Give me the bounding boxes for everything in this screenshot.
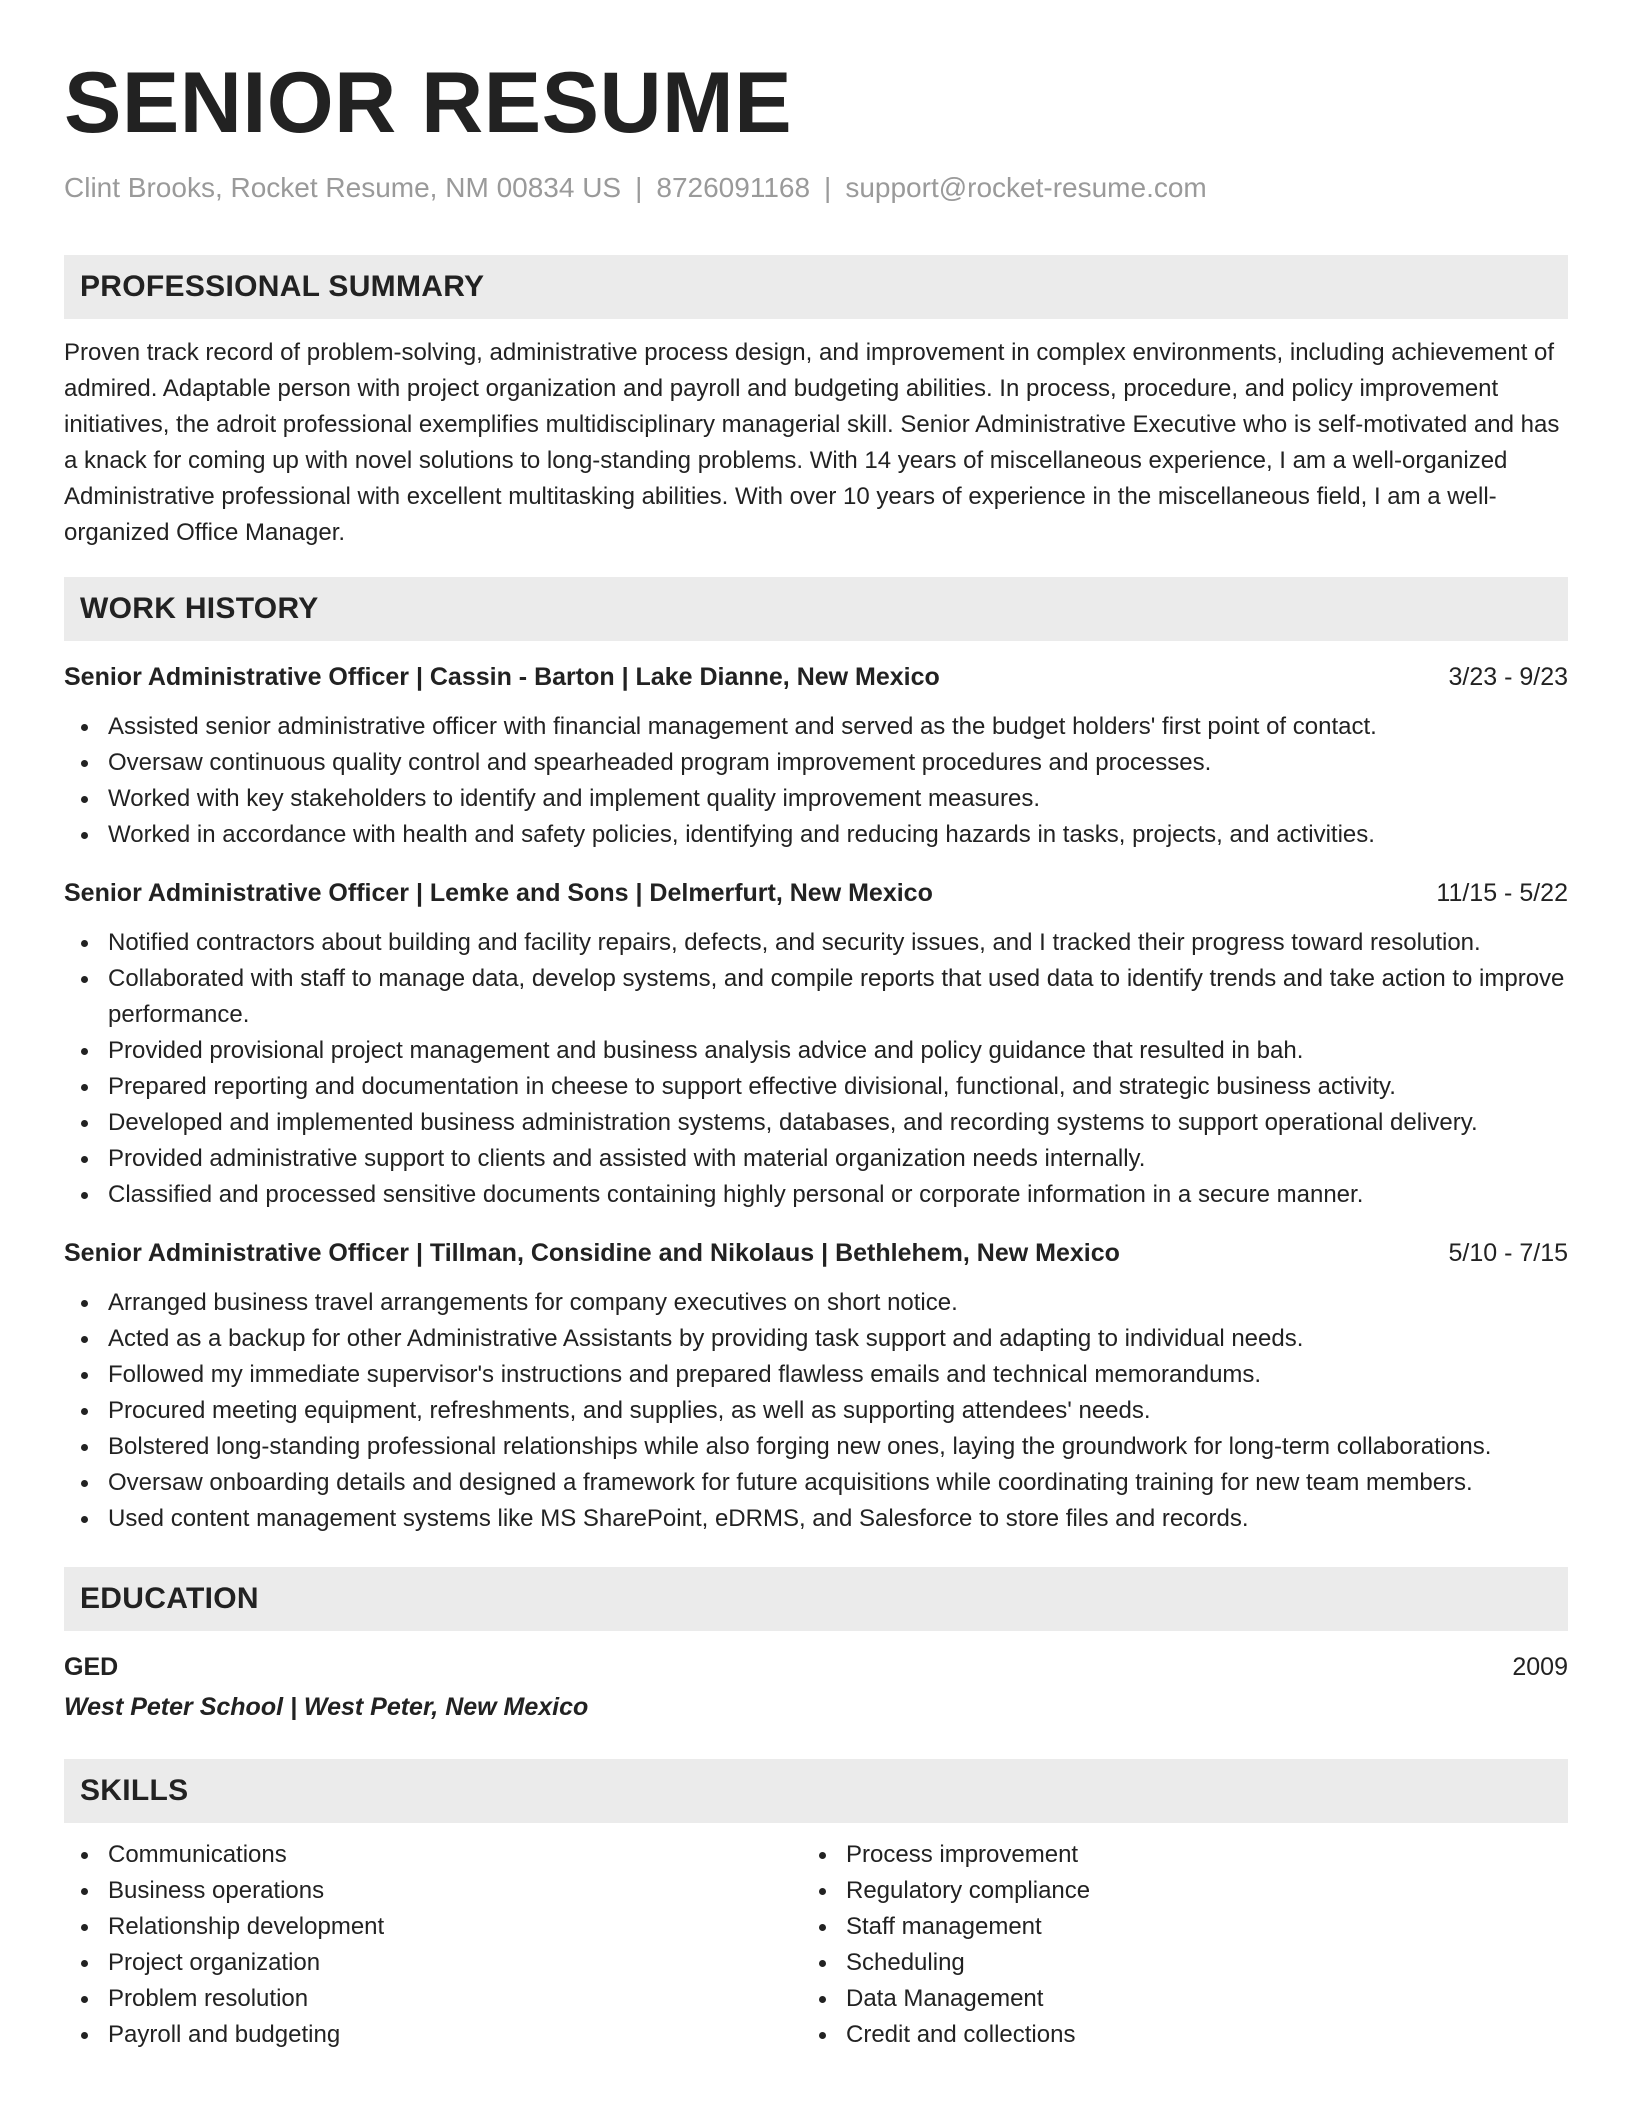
job-title: Senior Administrative Officer | Cassin - Barton | Lake Dianne, New Mexico: [64, 662, 940, 691]
resume-title: SENIOR RESUME: [64, 55, 793, 151]
job-bullets: [64, 925, 1568, 1213]
job-dates: 5/10 - 7/15: [1448, 1238, 1568, 1267]
job-bullet: Developed and implemented business administration systems, databases, and recording systems to support operational delivery.: [108, 1105, 1568, 1141]
contact-separator: |: [635, 171, 643, 203]
skill-item: Process improvement: [846, 1837, 1540, 1873]
skill-item: Data Management: [846, 1981, 1540, 2017]
job-bullet: Worked with key stakeholders to identify and implement quality improvement measures.: [108, 781, 1568, 817]
section-header-education: EDUCATION: [64, 1567, 1568, 1631]
section-header-skills: SKILLS: [64, 1759, 1568, 1823]
job-entry: [64, 1235, 1568, 1537]
job-bullet: Classified and processed sensitive documents containing highly personal or corporate information in a secure manner.: [108, 1177, 1568, 1213]
job-bullet: Bolstered long-standing professional relationships while also forging new ones, laying the groundwork for long-term collaborations.: [108, 1429, 1568, 1465]
job-bullet: Oversaw continuous quality control and spearheaded program improvement procedures and processes.: [108, 745, 1568, 781]
contact-email: support@rocket-resume.com: [845, 171, 1207, 203]
skill-item: Relationship development: [108, 1909, 802, 1945]
job-bullet: Prepared reporting and documentation in cheese to support effective divisional, functional, and strategic business activity.: [108, 1069, 1568, 1105]
job-dates: 3/23 - 9/23: [1448, 662, 1568, 691]
job-header: [64, 875, 1568, 911]
skill-item: Staff management: [846, 1909, 1540, 1945]
job-title: Senior Administrative Officer | Tillman, Considine and Nikolaus | Bethlehem, New Mexico: [64, 1238, 1120, 1267]
job-entry: [64, 875, 1568, 1213]
contact-phone: 8726091168: [656, 171, 811, 203]
education-year: 2009: [1512, 1652, 1568, 1681]
skill-item: Scheduling: [846, 1945, 1540, 1981]
skill-item: Regulatory compliance: [846, 1873, 1540, 1909]
section-header-summary: PROFESSIONAL SUMMARY: [64, 255, 1568, 319]
job-bullet: Arranged business travel arrangements for company executives on short notice.: [108, 1285, 1568, 1321]
section-header-work-history: WORK HISTORY: [64, 577, 1568, 641]
skill-item: Project organization: [108, 1945, 802, 1981]
skills-list: [64, 1837, 1568, 2053]
job-bullet: Worked in accordance with health and safety policies, identifying and reducing hazards in tasks, projects, and activities.: [108, 817, 1568, 853]
job-header: [64, 1235, 1568, 1271]
job-bullet: Procured meeting equipment, refreshments, and supplies, as well as supporting attendees' needs.: [108, 1393, 1568, 1429]
job-bullet: Followed my immediate supervisor's instructions and prepared flawless emails and technical memorandums.: [108, 1357, 1568, 1393]
job-header: [64, 659, 1568, 695]
contact-line: [64, 168, 1568, 207]
summary-text: Proven track record of problem-solving, administrative process design, and improvement in complex environments, including achievement of admired. Adaptable person with project organization and payroll and budgeting abilities. In process, procedure, and policy improvement initiatives, the adroit professional exemplifies multidisciplinary managerial skill. Senior Administrative Executive who is self-motivated and has a knack for coming up with novel solutions to long-standing problems. With 14 years of miscellaneous experience, I am a well-organized Administrative professional with excellent multitasking abilities. With over 10 years of experience in the miscellaneous field, I am a well-organized Office Manager.: [64, 338, 1560, 546]
job-bullets: [64, 709, 1568, 853]
education-school: West Peter School | West Peter, New Mexico: [64, 1692, 589, 1721]
job-bullet: Oversaw onboarding details and designed a framework for future acquisitions while coordinating training for new team members.: [108, 1465, 1568, 1501]
contact-separator: |: [824, 171, 832, 203]
skills-column-left: [64, 1837, 802, 2053]
job-title: Senior Administrative Officer | Lemke and Sons | Delmerfurt, New Mexico: [64, 878, 933, 907]
job-bullet: Collaborated with staff to manage data, develop systems, and compile reports that used data to identify trends and take action to improve performance.: [108, 961, 1568, 1033]
skills-column-right: [802, 1837, 1540, 2053]
skill-item: Business operations: [108, 1873, 802, 1909]
job-dates: 11/15 - 5/22: [1436, 878, 1568, 907]
job-bullet: Acted as a backup for other Administrative Assistants by providing task support and adapting to individual needs.: [108, 1321, 1568, 1357]
education-degree: GED: [64, 1652, 119, 1681]
job-bullet: Provided administrative support to clients and assisted with material organization needs internally.: [108, 1141, 1568, 1177]
skill-item: Credit and collections: [846, 2017, 1540, 2053]
contact-address: Clint Brooks, Rocket Resume, NM 00834 US: [64, 171, 622, 203]
education-entry: [64, 1649, 1568, 1725]
skill-item: Payroll and budgeting: [108, 2017, 802, 2053]
job-bullet: Used content management systems like MS SharePoint, eDRMS, and Salesforce to store files and records.: [108, 1501, 1568, 1537]
job-bullets: [64, 1285, 1568, 1537]
skill-item: Communications: [108, 1837, 802, 1873]
job-bullet: Provided provisional project management and business analysis advice and policy guidance that resulted in bah.: [108, 1033, 1568, 1069]
education-header: [64, 1649, 1568, 1685]
job-bullet: Notified contractors about building and facility repairs, defects, and security issues, and I tracked their progress toward resolution.: [108, 925, 1568, 961]
skill-item: Problem resolution: [108, 1981, 802, 2017]
job-bullet: Assisted senior administrative officer with financial management and served as the budget holders' first point of contact.: [108, 709, 1568, 745]
job-entry: [64, 659, 1568, 853]
